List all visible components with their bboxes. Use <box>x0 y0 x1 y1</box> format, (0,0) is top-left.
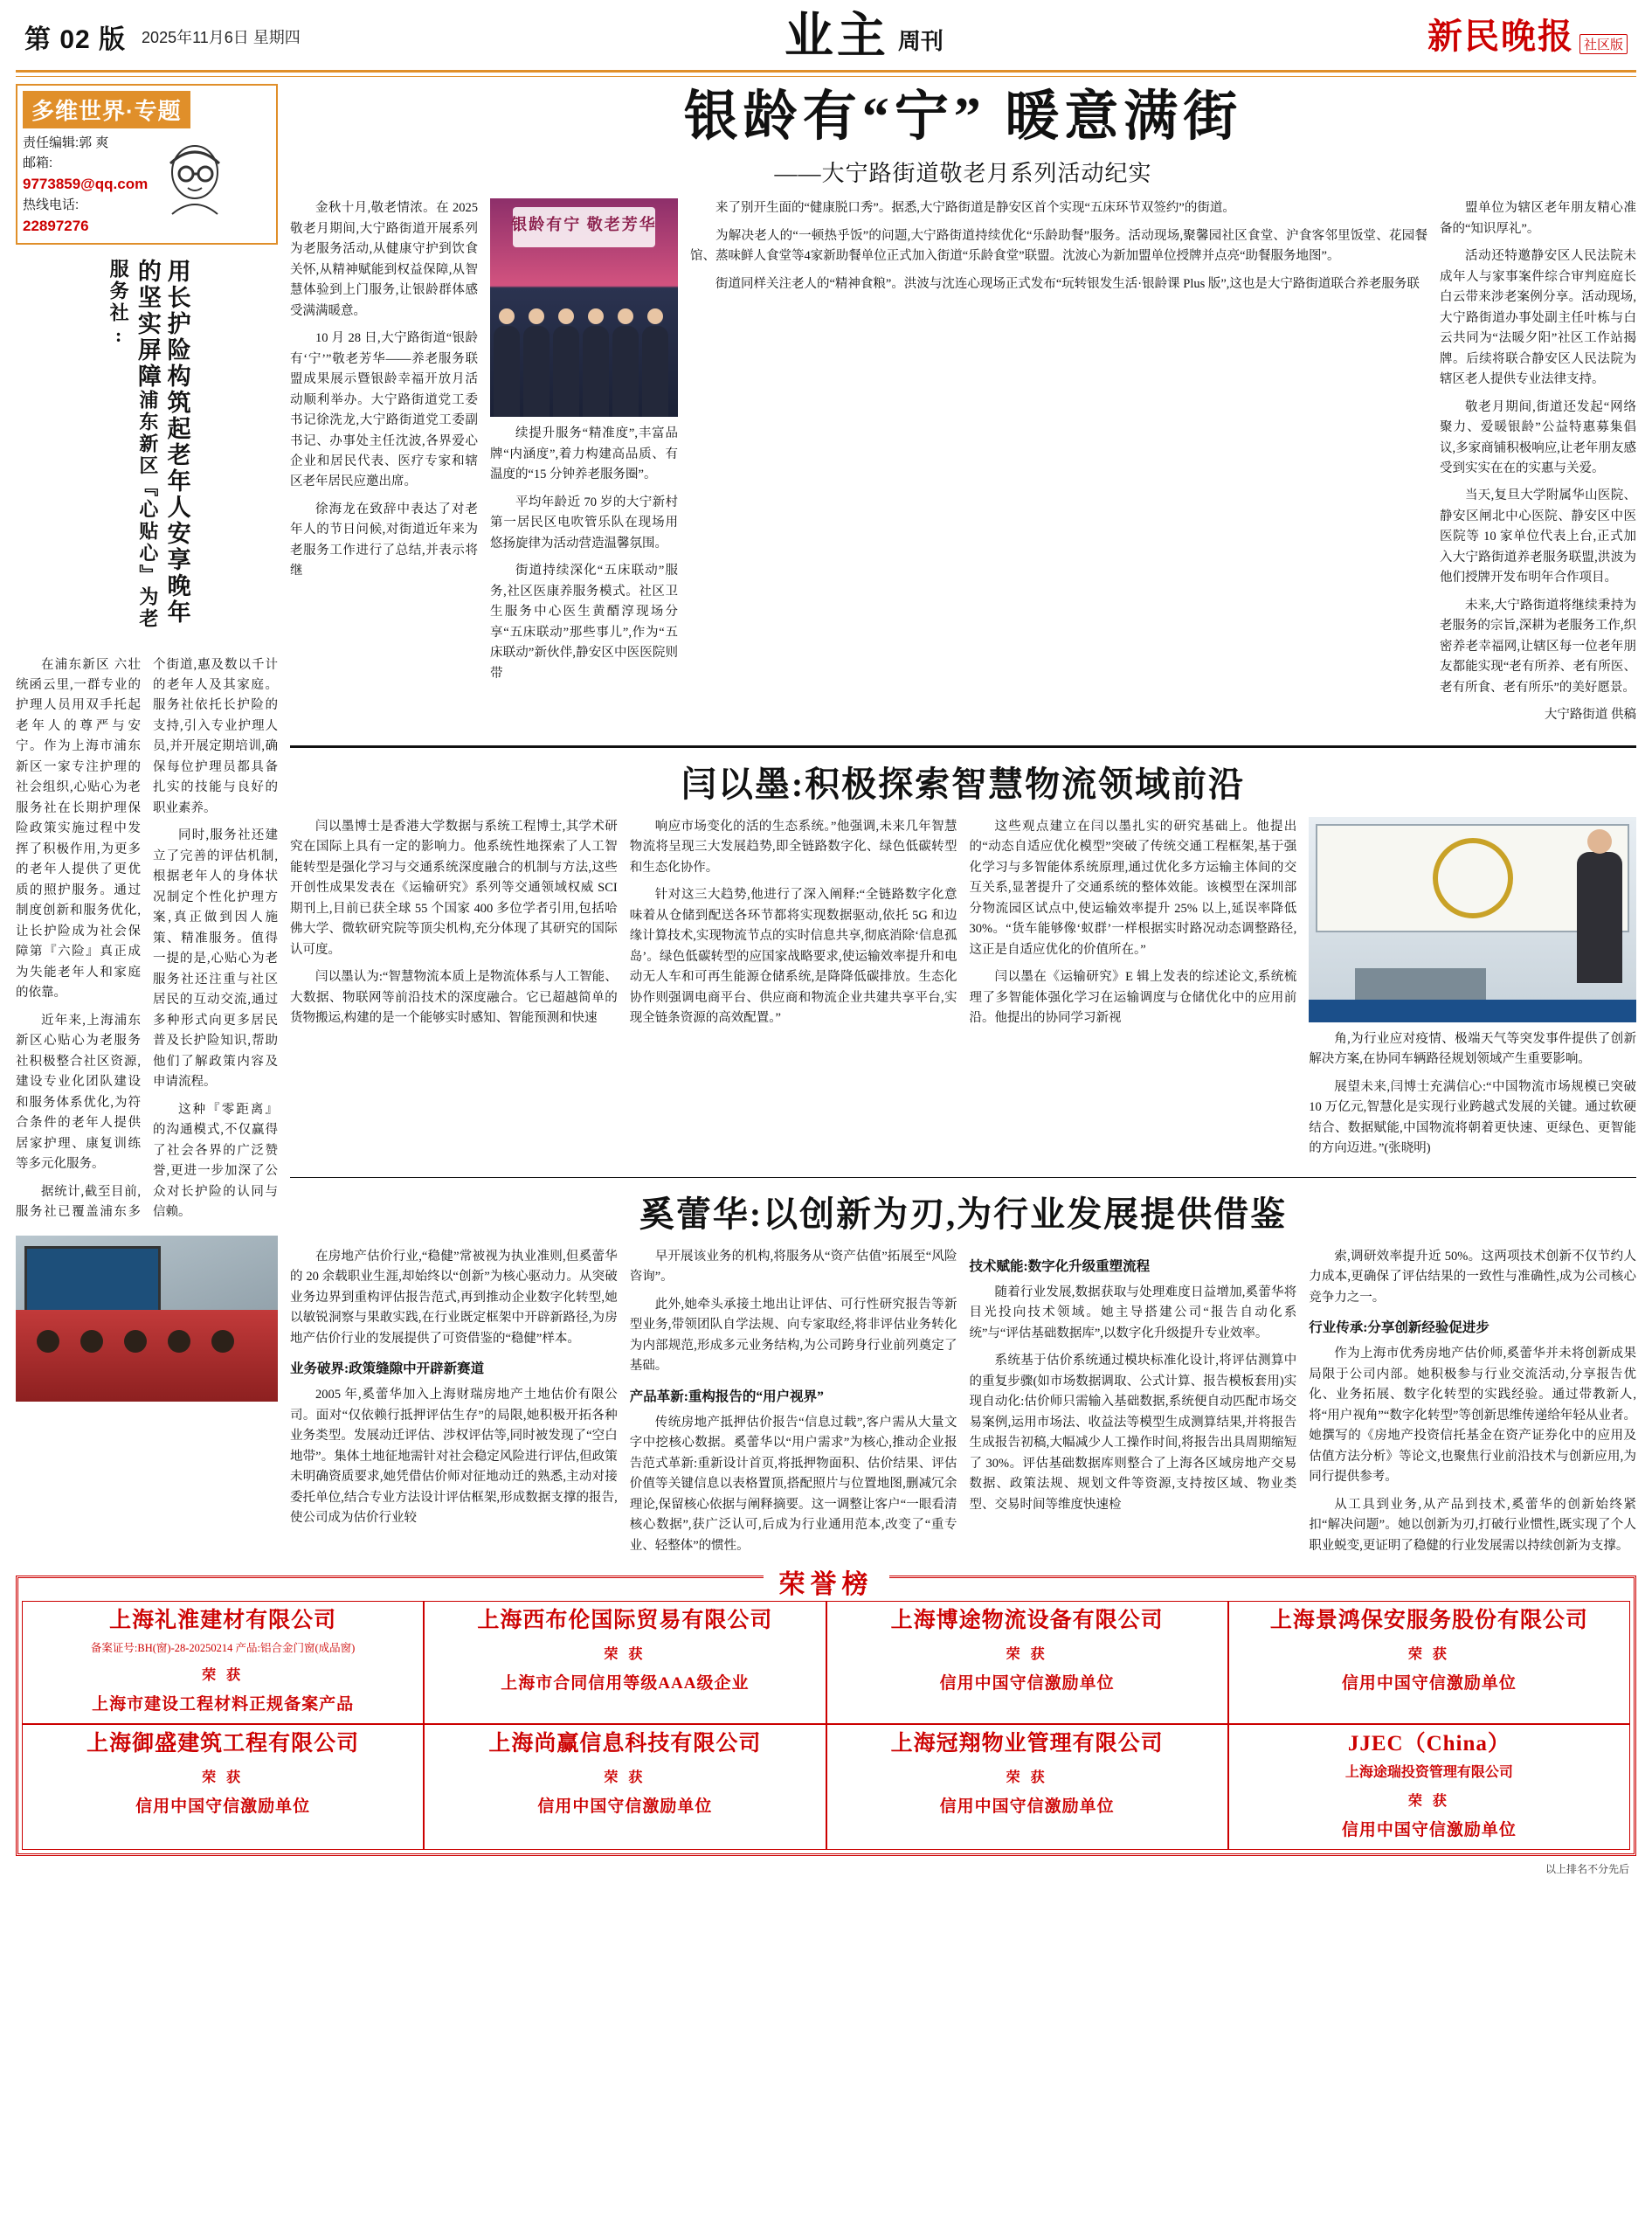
paragraph: 在房地产估价行业,“稳健”常被视为执业准则,但奚蕾华的 20 余载职业生涯,却始终以“创新”为核心驱动力。从突破业务边界到重构评估报告范式,再到推动企业数字化转型,她以敏锐洞察与果敢实践,在行业既定框架中开辟新路径,为房地产估价行业的发展提供了可资借鉴的“稳健”样本。 <box>290 1249 618 1346</box>
company-sub: 备案证号:BH(窗)-28-20250214 产品:铝合金门窗(成品窗) <box>90 1641 356 1654</box>
article1-col4 <box>1440 198 1636 733</box>
article-appraisal <box>290 1187 1636 1563</box>
paragraph: 传统房地产抵押估价报告“信息过载”,客户需从大量文字中挖核心数据。奚蕾华以“用户需求”为核心,推动企业报告范式革新:重新设计首页,将抵押物面积、估价结果、评估价值等关键信息以表格置顶,搭配照片与位置地图,删减冗余理论,保留核心依据与阐释摘要。这一调整让客户“一眼看清核心数据”,获广泛认可,后成为行业通用范本,改变了“重专业、轻整体”的惯性。 <box>629 1415 957 1553</box>
article3-col2 <box>630 1247 957 1563</box>
masthead-logo <box>301 10 1427 64</box>
company-name: 上海博途物流设备有限公司 <box>890 1609 1164 1633</box>
company-sub: 上海途瑞投资管理有限公司 <box>1344 1764 1513 1780</box>
paragraph: 金秋十月,敬老情浓。在 2025 敬老月期间,大宁路街道开展系列为老服务活动,从健康守护到饮食关怀,从精神赋能到权益保障,从智慧体验到上门服务,让银龄群体感受满满暖意。 <box>290 201 478 318</box>
paper-logo-text: 业主 <box>784 10 889 64</box>
paragraph: 闫以墨在《运输研究》E 辑上发表的综述论文,系统梳理了多智能体强化学习在运输调度与仓储优化中的应用前沿。他提出的协同学习新视 <box>969 970 1297 1026</box>
honor-cell <box>424 1601 826 1724</box>
article1-photo-banner-text: 银龄有宁 敬老芳华 <box>511 216 657 234</box>
paragraph: 系统基于估价系统通过模块标准化设计,将评估测算中的重复步骤(如市场数据调取、公式计算、报告模板套用)实现自动化:估价师只需输入基础数据,系统便自动匹配市场交易案例,运用市场法、收益法等模型生成测算结果,并将报告生成报告初稿,大幅减少人工操作时间,将报告出具周期缩短了 30%。评估基础数据库则整合了上海各区域房地产交易数据、政策法规、规划文件等资源,支持按区域、物业类型、交易时间等维度快速检 <box>969 1354 1297 1512</box>
award-text: 上海市合同信用等级AAA级企业 <box>501 1673 750 1693</box>
paragraph: 在浦东新区 六壮统函云里,一群专业的护理人员用双手托起老年人的尊严与安宁。作为上海市浦东新区一家专注护理的社会组织,心贴心为老服务社在长期护理保险政策实施过程中发挥了积极作用,为更多的老年人提供了更优质的照护服务。通过制度创新和服务优化,让长护险成为社会保障第『六险』真正成为失能老年人和家庭的依靠。 <box>16 657 141 1001</box>
article3-col1 <box>290 1247 618 1563</box>
mail-address: 9773859@qq.com <box>23 176 149 192</box>
article2-col3 <box>970 817 1297 1167</box>
honor-cell <box>826 1601 1228 1724</box>
honor-roll <box>16 1570 1636 1856</box>
hotline-number: 22897276 <box>23 218 89 234</box>
paragraph: 响应市场变化的活的生态系统。”他强调,未来几年智慧物流将呈现三大发展趋势,即全链路数字化、绿色低碳转型和生态化协作。 <box>629 819 957 875</box>
article1-headline: 银龄有“宁” 暖意满街 <box>683 87 1243 147</box>
company-name: 上海冠翔物业管理有限公司 <box>890 1731 1164 1756</box>
company-name: 上海礼淮建材有限公司 <box>109 1609 337 1633</box>
article1-photo <box>490 198 678 417</box>
article2-col4 <box>1309 817 1636 1167</box>
article3-headline: 奚蕾华:以创新为刃,为行业发展提供借鉴 <box>639 1194 1288 1234</box>
paragraph: 针对这三大趋势,他进行了深入阐释:“全链路数字化意味着从仓储到配送各环节都将实现数据驱动,依托 5G 和边缘计算技术,实现物流节点的实时信息共享,彻底消除‘信息孤岛’。绿色低碳转型的应国家战略要求,使运输效率提升和电动无人车和可再生能源仓储系统,是降降低碳排放。生态化协作则强调电商平台、供应商和物流企业共建共享平台,实现全链条资源的高效配置。” <box>629 888 957 1026</box>
paragraph: 来了别开生面的“健康脱口秀”。据悉,大宁路街道是静安区首个实现“五床环节双签约”的街道。 <box>715 201 1235 216</box>
company-name: 上海西布伦国际贸易有限公司 <box>477 1609 773 1633</box>
award-text: 信用中国守信激励单位 <box>1341 1673 1517 1693</box>
masthead-divider <box>16 70 1636 77</box>
article3-col4 <box>1309 1247 1636 1563</box>
paragraph: 据统计,截至目前,服务社已覆盖浦东多个街道,惠及数以千计的老年人及其家庭。服务社依托长护险的支持,引入专业护理人员,并开展定期培训,确保每位护理员都具备扎实的技能与良好的职业素养。 <box>16 657 278 1220</box>
brand-block <box>1427 19 1628 54</box>
paragraph: 同时,服务社还建立了完善的评估机制,根据老年人的身体状况制定个性化护理方案,真正做到因人施策、精准服务。值得一提的是,心贴心为老服务社还注重与社区居民的互动交流,通过多种形式向更多居民普及长护险知识,帮助他们了解政策内容及申请流程。 <box>153 828 278 1090</box>
paragraph: 这种『零距离』的沟通模式,不仅赢得了社会各界的广泛赞誉,更进一步加深了公众对长护险的认同与信赖。 <box>153 1102 278 1220</box>
paragraph: 街道持续深化“五床联动”服务,社区医康养服务模式。社区卫生服务中心医生黄醑淳现场分享“五床联动”那些事儿”,作为“五床联动”新伙伴,静安区中医医院则带 <box>490 564 678 681</box>
article1-col2 <box>490 198 678 733</box>
award-text: 信用中国守信激励单位 <box>939 1797 1115 1816</box>
left-feature-body <box>16 655 278 1227</box>
company-name: 上海尚赢信息科技有限公司 <box>488 1731 762 1756</box>
article2-headline: 闫以墨:积极探索智慧物流领域前沿 <box>681 764 1246 804</box>
article2-col2 <box>630 817 957 1167</box>
article3-subhead-1: 业务破界:政策缝隙中开辟新赛道 <box>290 1361 485 1377</box>
paragraph: 闫以墨博士是香港大学数据与系统工程博士,其学术研究在国际上具有一定的影响力。他系统性地探索了人工智能转型是强化学习与交通系统深度融合的机制与方法,这些开创性成果发表在《运输研究》系列等交通领域权威 SCI 期刊上,目前已获全球 55 个国家 400 多位学者引用,包括哈佛大学、微软研究院等顶尖机构,充分体现了其研究的国际认可度。 <box>290 819 618 957</box>
editor-info-box <box>16 84 278 245</box>
honor-roll-title: 荣誉榜 <box>764 1562 889 1601</box>
editor-contact <box>23 134 148 238</box>
honor-roll-grid <box>22 1601 1630 1850</box>
left-column <box>16 84 278 1563</box>
paragraph: 活动还特邀静安区人民法院未成年人与家事案件综合审判庭庭长白云带来涉老案例分享。活动现场,大宁路街道办事处副主任叶栋与白云共同为“法暖夕阳”社区工作站揭牌。后续将联合静安区人民法院为辖区老人提供专业法律支持。 <box>1440 249 1636 387</box>
editor-portrait-icon <box>153 134 237 218</box>
mail-label: 邮箱: <box>23 155 53 170</box>
award-text: 上海市建设工程材料正规备案产品 <box>92 1694 355 1714</box>
article3-subhead-3: 技术赋能:数字化升级重塑流程 <box>969 1258 1151 1274</box>
article-senior-care <box>290 87 1636 733</box>
masthead <box>16 0 1636 68</box>
paragraph: 街道同样关注老人的“精神食粮”。洪波与沈连心现场正式发布“玩转银发生活·银龄课 Plus 版”,这也是大宁路街道联合养老服务联 <box>715 276 1420 291</box>
article1-col1 <box>290 198 478 733</box>
paragraph: 近年来,上海浦东新区心贴心为老服务社积极整合社区资源,建设专业化团队建设和服务体系优化,为符合条件的老年人提供居家护理、康复训练等多元化服务。 <box>16 1013 141 1172</box>
honor-cell <box>1228 1724 1630 1850</box>
paragraph: 续提升服务“精准度”,丰富品牌“内涵度”,着力构建高品质、有温度的“15 分钟养老服务圈”。 <box>490 426 678 482</box>
article2-photo <box>1309 817 1636 1022</box>
left-feature-headline-1: 浦东新区『心贴心』为老服务社: <box>107 258 159 630</box>
hotline-label: 热线电话: <box>23 197 79 212</box>
paragraph: 闫以墨认为:“智慧物流本质上是物流体系与人工智能、大数据、物联网等前沿技术的深度融合。它已超越简单的货物搬运,构建的是一个能够实时感知、智能预测和快速 <box>290 970 618 1026</box>
paragraph: 徐海龙在致辞中表达了对老年人的节日问候,对街道近年来为老服务工作进行了总结,并表示将继 <box>290 502 478 578</box>
left-feature-headline-2: 用长护险构筑起老年人安享晚年的坚实屏障 <box>134 258 190 626</box>
brand-name: 新民晚报 <box>1427 17 1574 56</box>
paragraph: 当天,复旦大学附属华山医院、静安区闸北中心医院、静安区中医医院等 10 家单位代表上台,正式加入大宁路街道养老服务联盟,洪波为他们授牌开发布明年合作项目。 <box>1440 488 1636 585</box>
paragraph: 平均年龄近 70 岁的大宁新村第一居民区电吹管乐队在现场用悠扬旋律为活动营造温馨氛围。 <box>490 495 678 551</box>
paragraph: 为解决老人的“一顿热乎饭”的问题,大宁路街道持续优化“乐龄助餐”服务。活动现场,聚馨园社区食堂、沪食客邻里饭堂、花园餐馆、蒸味鲜人食堂等4家新助餐单位正式加入街道“乐龄食堂”联盟。沈波心为新加盟单位授牌并点亮“助餐服务地图”。 <box>690 228 1427 264</box>
award-label: 荣 获 <box>1006 1770 1048 1785</box>
paragraph: 盟单位为辖区老年朋友精心准备的“知识厚礼”。 <box>1440 201 1636 236</box>
award-label: 荣 获 <box>1407 1793 1450 1809</box>
honor-cell <box>1228 1601 1630 1724</box>
main-content <box>16 84 1636 1563</box>
article1-col3 <box>690 198 1427 733</box>
article3-subhead-4: 行业传承:分享创新经验促进步 <box>1309 1320 1490 1336</box>
article2-col1 <box>290 817 618 1167</box>
company-name: 上海御盛建筑工程有限公司 <box>86 1731 360 1756</box>
award-label: 荣 获 <box>1407 1646 1450 1662</box>
paragraph: 这些观点建立在闫以墨扎实的研究基础上。他提出的“动态自适应优化模型”突破了传统交通工程框架,基于强化学习与多智能体系统原理,通过优化多方运输主体间的交互关系,显著提升了交通系统的整体效能。该模型在深圳部分物流园区试点中,使运输效率提升 25% 以上,延误率降低 30%。“货车能够像‘蚁群’一样根据实时路况动态调整路径,这正是自适应优化的价值所在。” <box>969 819 1297 957</box>
paragraph: 早开展该业务的机构,将服务从“资产估值”拓展至“风险咨询”。 <box>629 1249 957 1285</box>
article1-subhead: ——大宁路街道敬老月系列活动纪实 <box>774 161 1152 187</box>
paper-logo-sub: 周刊 <box>897 28 944 54</box>
article-logistics <box>290 757 1636 1167</box>
paragraph: 敬老月期间,街道还发起“网络聚力、爱暖银龄”公益特惠募集倡议,多家商铺积极响应,让老年朋友感受到实实在在的实惠与关爱。 <box>1440 399 1636 475</box>
section-title: 多维世界·专题 <box>23 91 190 128</box>
footer-note: 以上排名不分先后 <box>1545 1862 1629 1875</box>
company-name: JJEC（China） <box>1347 1731 1510 1756</box>
honor-cell <box>826 1724 1228 1850</box>
award-label: 荣 获 <box>604 1646 646 1662</box>
paragraph: 角,为行业应对疫情、极端天气等突发事件提供了创新解决方案,在协同车辆路径规划领域产生重要影响。 <box>1309 1031 1636 1067</box>
issue-date: 2025年11月6日 星期四 <box>142 29 301 46</box>
paragraph: 索,调研效率提升近 50%。这两项技术创新不仅节约人力成本,更确保了评估结果的一致性与准确性,成为公司核心竞争力之一。 <box>1309 1249 1636 1305</box>
left-feature-headline <box>102 259 190 643</box>
article-divider <box>290 745 1636 748</box>
award-text: 信用中国守信激励单位 <box>537 1797 713 1816</box>
paragraph: 作为上海市优秀房地产估价师,奚蕾华并未将创新成果局限于公司内部。她积极参与行业交流活动,分享报告优化、业务拓展、数字化转型的实践经验。通过带教新人,将“用户视角”“数字化转型”等创新思维传递给年轻从业者。她撰写的《房地产投资信托基金在资产证券化中的应用及估值方法分析》等论文,也聚焦行业前沿技术与创新应用,为同行提供参考。 <box>1309 1347 1636 1485</box>
paragraph: 未来,大宁路街道将继续秉持为老服务的宗旨,深耕为老服务工作,织密养老幸福网,让辖区每一位老年朋友都能实现“老有所养、老有所医、老有所食、老有所乐”的美好愿景。 <box>1440 598 1636 695</box>
paragraph: 此外,她牵头承接土地出让评估、可行性研究报告等新型业务,带领团队自学法规、向专家取经,将非评估业务转化为内部规范,形成多元业务结构,为公司跨身行业前列奠定了基础。 <box>629 1297 957 1374</box>
company-name: 上海景鸿保安服务股份有限公司 <box>1269 1609 1588 1633</box>
honor-cell <box>22 1601 424 1724</box>
article3-col3 <box>970 1247 1297 1563</box>
article1-byline: 大宁路街道 供稿 <box>1544 708 1636 723</box>
paragraph: 展望未来,闫博士充满信心:“中国物流市场规模已突破 10 万亿元,智慧化是实现行业跨越式发展的关键。通过软硬结合、数据赋能,中国物流将朝着更快速、更绿色、更智能的方向迈进。”(张晓明) <box>1309 1079 1636 1156</box>
left-feature-photo <box>16 1236 278 1402</box>
award-label: 荣 获 <box>604 1770 646 1785</box>
paragraph: 从工具到业务,从产品到技术,奚蕾华的创新始终紧扣“解决问题”。她以创新为刃,打破行业惯性,既实现了个人职业蜕变,更证明了稳健的行业发展需以持续创新为支撑。 <box>1309 1497 1636 1553</box>
award-text: 信用中国守信激励单位 <box>939 1673 1115 1693</box>
honor-cell <box>22 1724 424 1850</box>
award-text: 信用中国守信激励单位 <box>1341 1820 1517 1839</box>
paragraph: 10 月 28 日,大宁路街道“银龄有‘宁’”敬老芳华——养老服务联盟成果展示暨银龄幸福开放月活动顺利举办。大宁路街道党工委书记徐洗龙,大宁路街道党工委副书记、办事处主任沈波,各界爱心企业和居民代表、医疗专家和辖区老年居民应邀出席。 <box>290 331 478 489</box>
award-label: 荣 获 <box>1006 1646 1048 1662</box>
award-label: 荣 获 <box>202 1770 245 1785</box>
honor-cell <box>424 1724 826 1850</box>
editor-name: 责任编辑:郭 爽 <box>23 135 109 150</box>
articles-column <box>290 84 1636 1563</box>
paragraph: 2005 年,奚蕾华加入上海财瑞房地产土地估价有限公司。面对“仅依赖行抵押评估生存”的局限,她积极开拓各种业务类型。发展动迁评估、涉权评估等,同时被发现了“空白地带”。集体土地征地需针对社会稳定风险进行评估,但政策未明确资质要求,她凭借估价师对征地动迁的熟悉,主动对接委托单位,结合专业方法设计评估框架,形成数据支撑的报告,使公司成为估价行业较 <box>290 1388 618 1526</box>
brand-tag: 社区版 <box>1579 34 1628 54</box>
article-divider-2 <box>290 1177 1636 1178</box>
article3-subhead-2: 产品革新:重构报告的“用户视界” <box>629 1389 824 1404</box>
paragraph: 随着行业发展,数据获取与处理难度日益增加,奚蕾华将目光投向技术领域。她主导搭建公司“报告自动化系统”与“评估基础数据库”,以数字化升级提升专业效率。 <box>969 1285 1297 1340</box>
award-label: 荣 获 <box>202 1667 245 1683</box>
edition-label: 第 02 版 <box>24 25 127 54</box>
award-text: 信用中国守信激励单位 <box>135 1797 311 1816</box>
